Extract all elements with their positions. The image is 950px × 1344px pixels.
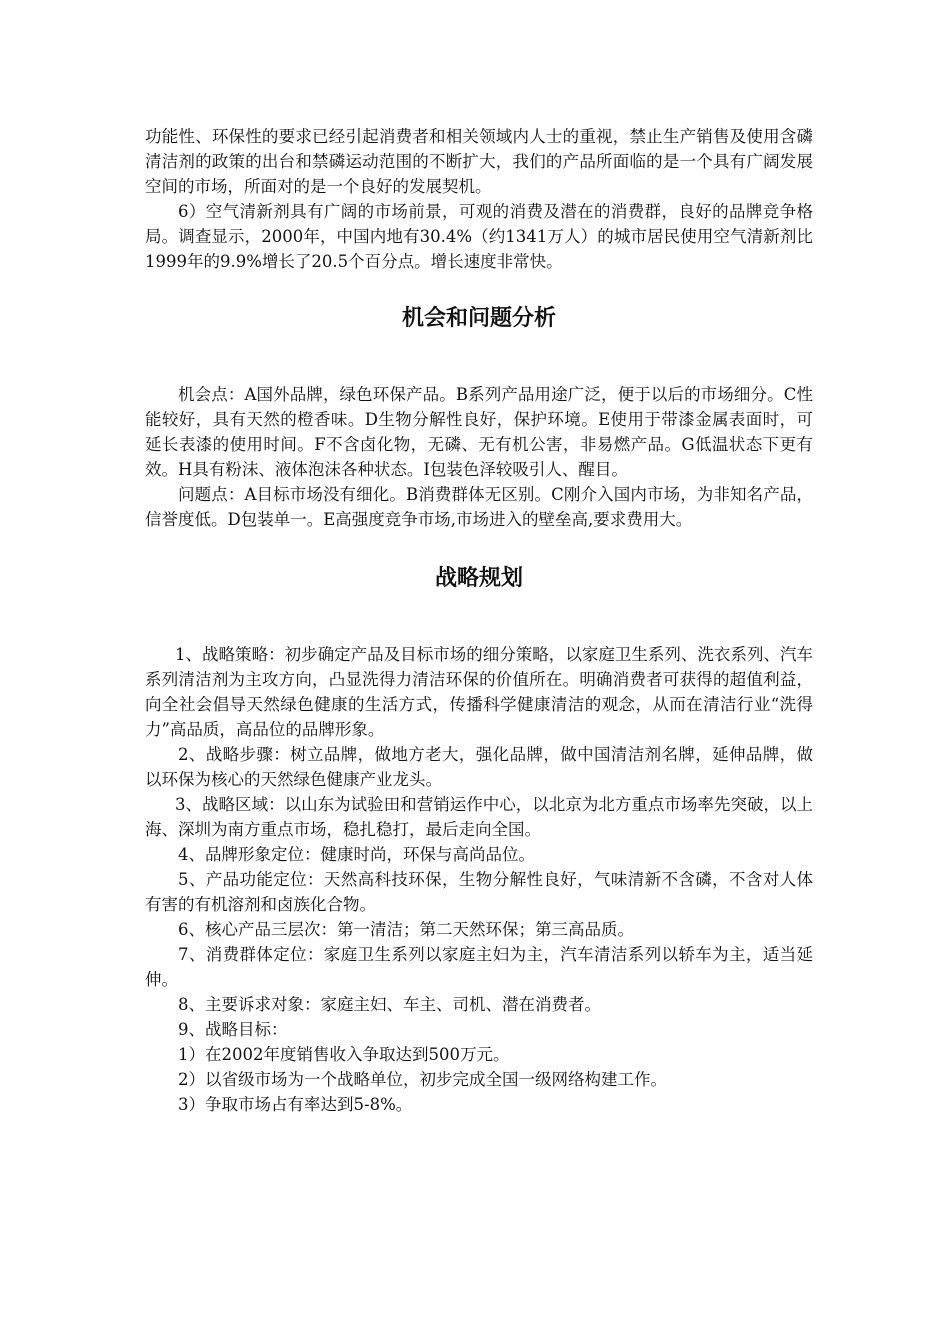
- section-title-strategy: 战略规划: [434, 566, 523, 591]
- strategy-item: 1、战略策略：初步确定产品及目标市场的细分策略，以家庭卫生系列、洗衣系列、汽车系列清洁剂为主攻方向，凸显洗得力清洁环保的价值所在。明确消费者可获得的超值利益，向全社会倡导天然绿色健康的生活方式，传播科学健康清洁的观念，从而在清洁行业“洗得力”高品质，高品位的品牌形象。: [145, 645, 813, 739]
- strategy-item: 3、战略区域：以山东为试验田和营销运作中心，以北京为北方重点市场率先突破，以上海、深圳为南方重点市场，稳扎稳打，最后走向全国。: [145, 795, 813, 839]
- strategy-goal-item: 1）在2002年度销售收入争取达到500万元。: [178, 1045, 510, 1064]
- intro-paragraph-2: 6）空气清新剂具有广阔的市场前景，可观的消费及潜在的消费群，良好的品牌竞争格局。调查显示，2000年，中国内地有30.4%（约1341万人）的城市居民使用空气清新剂比1999年的9.9%增长了20.5个百分点。增长速度非常快。: [145, 202, 813, 271]
- strategy-goal-item: 3）争取市场占有率达到5-8%。: [178, 1095, 413, 1114]
- strategy-item: 9、战略目标：: [178, 1020, 288, 1039]
- strategy-item: 8、主要诉求对象：家庭主妇、车主、司机、潜在消费者。: [178, 995, 601, 1014]
- strategy-item: 6、核心产品三层次：第一清洁；第二天然环保；第三高品质。: [178, 920, 634, 939]
- intro-paragraph-1: 功能性、环保性的要求已经引起消费者和相关领域内人士的重视，禁止生产销售及使用含磷清洁剂的政策的出台和禁磷运动范围的不断扩大，我们的产品所面临的是一个具有广阔发展空间的市场，所面对的是一个良好的发展契机。: [145, 127, 813, 196]
- strategy-item: 7、消费群体定位：家庭卫生系列以家庭主妇为主，汽车清洁系列以轿车为主，适当延伸。: [145, 945, 813, 989]
- strategy-item: 2、战略步骤：树立品牌，做地方老大，强化品牌，做中国清洁剂名牌，延伸品牌，做以环保为核心的天然绿色健康产业龙头。: [145, 745, 813, 789]
- strategy-goal-item: 2）以省级市场为一个战略单位，初步完成全国一级网络构建工作。: [178, 1070, 667, 1089]
- section-title-opportunities-problems: 机会和问题分析: [401, 306, 556, 331]
- problems-paragraph: 问题点：A目标市场没有细化。B消费群体无区别。C刚介入国内市场，为非知名产品，信誉度低。D包装单一。E高强度竞争市场,市场进入的壁垒高,要求费用大。: [145, 485, 813, 529]
- document-page: [145, 124, 813, 1117]
- strategy-item: 4、品牌形象定位：健康时尚，环保与高尚品位。: [178, 845, 535, 864]
- strategy-item: 5、产品功能定位：天然高科技环保，生物分解性良好，气味清新不含磷，不含对人体有害的有机溶剂和卤族化合物。: [145, 870, 813, 914]
- opportunities-paragraph: 机会点：A国外品牌，绿色环保产品。B系列产品用途广泛，便于以后的市场细分。C性能较好，具有天然的橙香味。D生物分解性良好，保护环境。E使用于带漆金属表面时，可延长表漆的使用时间。F不含卤化物，无磷、无有机公害，非易燃产品。G低温状态下更有效。H具有粉沫、液体泡沫各种状态。I包装色泽较吸引人、醒目。: [145, 385, 813, 479]
